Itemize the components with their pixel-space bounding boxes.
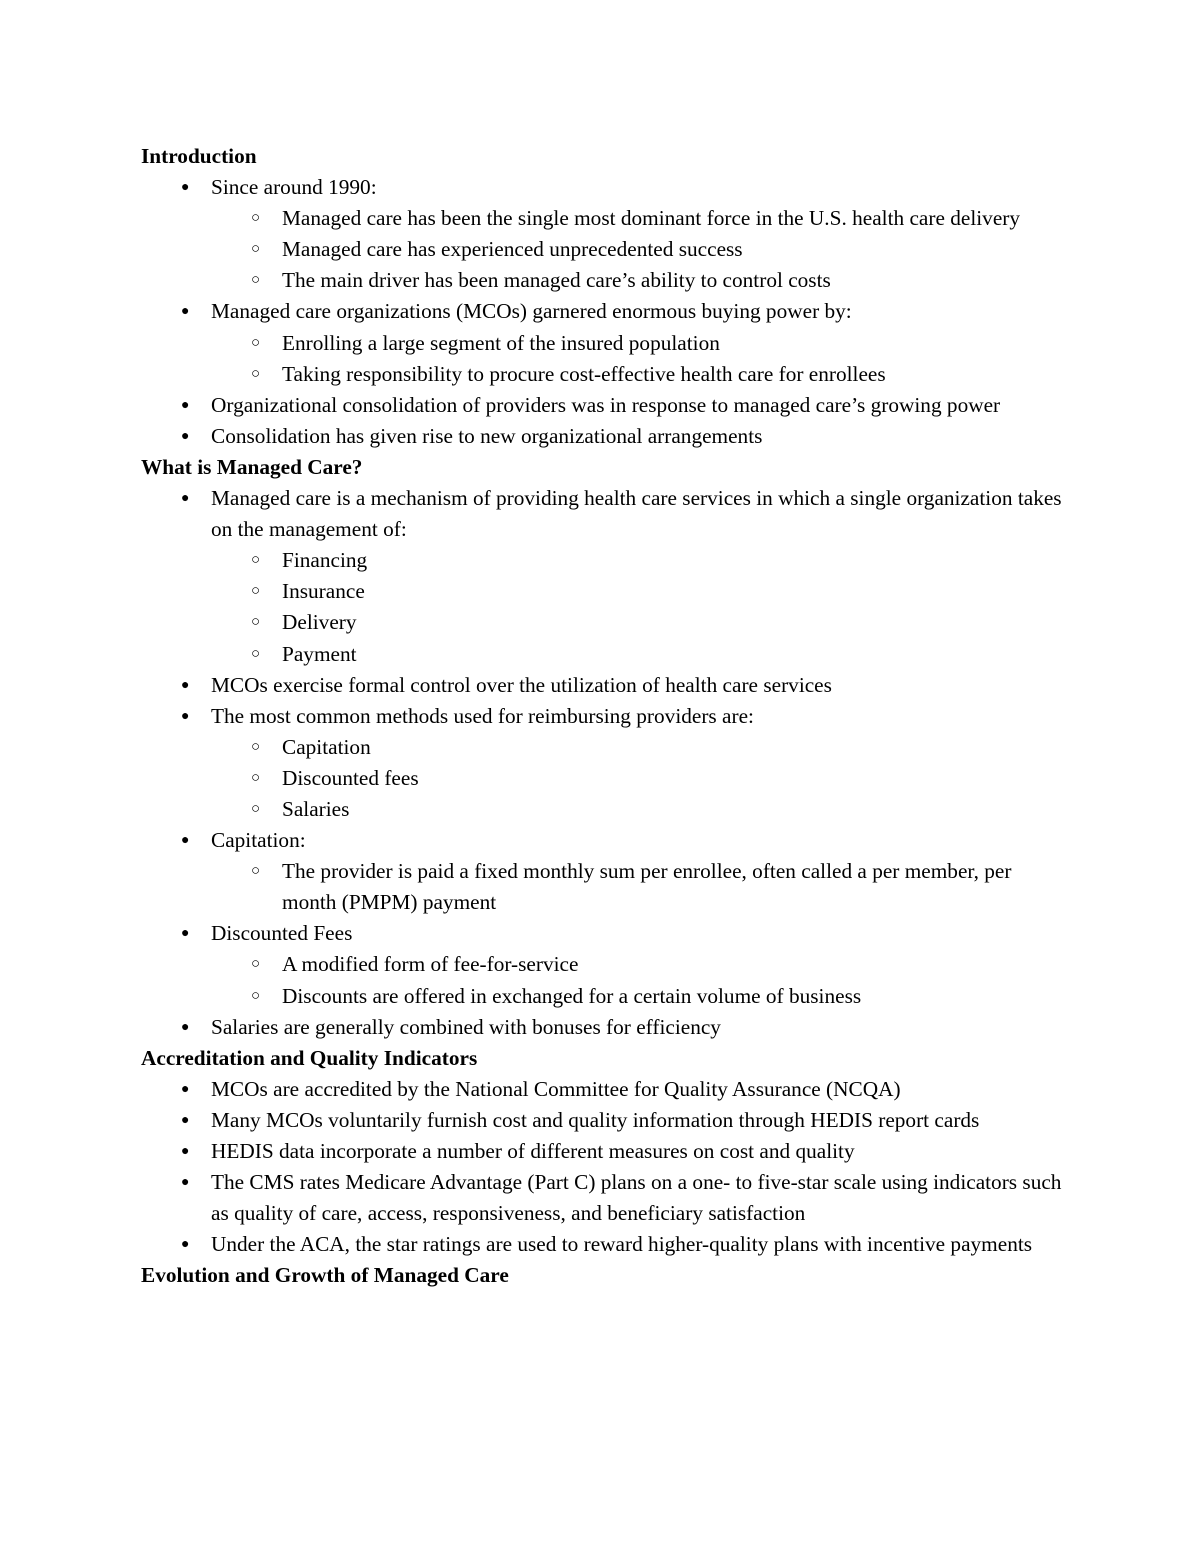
sub-bullet-list [211,856,1071,918]
list-item [141,296,1071,389]
sub-list-item-text: Discounted fees [282,765,419,790]
list-item-text: Organizational consolidation of providers was in response to managed care’s growing power [211,392,1001,417]
list-item [141,918,1071,1011]
sub-list-item [211,234,1071,265]
list-item [141,172,1071,296]
filled-bullet-icon: ● [181,304,190,320]
sub-list-item-text: Salaries [282,796,350,821]
sub-list-item-text: Enrolling a large segment of the insured population [282,330,720,355]
hollow-bullet-icon: ○ [251,552,261,569]
filled-bullet-icon: ● [181,833,190,849]
list-item [141,1167,1071,1229]
list-item-text: Capitation: [211,828,306,853]
filled-bullet-icon: ● [181,428,190,444]
list-item-text: Managed care is a mechanism of providing health care services in which a single organization takes on the management of: [211,486,1062,542]
filled-bullet-icon: ● [181,1144,190,1159]
filled-bullet-icon: ● [181,1237,190,1253]
sub-list-item-text: Taking responsibility to procure cost-effective health care for enrollees [282,361,886,386]
hollow-bullet-icon: ○ [251,800,261,817]
sub-list-item-text: Discounts are offered in exchanged for a certain volume of business [282,983,862,1008]
hollow-bullet-icon: ○ [251,272,261,289]
sub-list-item-text: Payment [282,641,357,666]
sub-list-item [211,265,1071,296]
list-item-text: Salaries are generally combined with bonuses for efficiency [211,1014,721,1039]
sub-list-item [211,203,1071,234]
sub-list-item [211,794,1071,825]
list-item [141,825,1071,918]
sub-list-item [211,856,1071,918]
list-item-text: Managed care organizations (MCOs) garnered enormous buying power by: [211,299,852,324]
hollow-bullet-icon: ○ [251,738,261,755]
section-heading: Introduction [141,144,257,168]
list-item [141,390,1071,421]
hollow-bullet-icon: ○ [251,956,261,973]
sub-list-item [211,576,1071,607]
sub-list-item-text: Insurance [282,579,365,604]
bullet-list [141,483,1071,1043]
hollow-bullet-icon: ○ [251,987,261,1004]
sub-list-item [211,732,1071,763]
section-heading: Accreditation and Quality Indicators [141,1045,478,1070]
section-heading: What is Managed Care? [141,454,363,479]
list-item [141,1105,1071,1136]
list-item-text: Under the ACA, the star ratings are used to reward higher-quality plans with incentive payments [211,1232,1033,1257]
filled-bullet-icon: ● [181,708,190,724]
hollow-bullet-icon: ○ [251,583,261,600]
list-item [141,670,1071,701]
sub-list-item [211,981,1071,1012]
sub-list-item [211,359,1071,390]
sub-bullet-list [211,328,1071,390]
filled-bullet-icon: ● [181,397,190,413]
bullet-list [141,1074,1071,1261]
sub-list-item [211,949,1071,980]
list-item-text: The CMS rates Medicare Advantage (Part C) plans on a one- to five-star scale using indicators such as quality of care, access, responsiveness, and beneficiary satisfaction [211,1170,1062,1226]
sub-list-item-text: The main driver has been managed care’s ability to control costs [282,268,831,293]
hollow-bullet-icon: ○ [251,365,261,382]
list-item-text: Since around 1990: [211,175,377,200]
list-item-text: Many MCOs voluntarily furnish cost and quality information through HEDIS report cards [211,1107,980,1132]
filled-bullet-icon: ● [181,1019,190,1035]
sub-list-item-text: Financing [282,548,368,573]
sub-bullet-list [211,732,1071,825]
sub-bullet-list [211,203,1071,296]
list-item-text: MCOs exercise formal control over the utilization of health care services [211,672,832,697]
filled-bullet-icon: ● [181,491,190,507]
sub-list-item-text: The provider is paid a fixed monthly sum per enrollee, often called a per member, per month (PMPM) payment [282,859,1012,915]
sub-list-item [211,639,1071,670]
document-body [141,141,1071,1291]
sub-list-item-text: Delivery [282,610,357,635]
list-item [141,1229,1071,1260]
hollow-bullet-icon: ○ [251,241,261,258]
list-item [141,1074,1071,1105]
hollow-bullet-icon: ○ [251,645,261,662]
list-item-text: The most common methods used for reimbursing providers are: [211,703,754,728]
sub-list-item-text: Managed care has been the single most dominant force in the U.S. health care delivery [282,206,1021,231]
list-item [141,1136,1071,1167]
filled-bullet-icon: ● [181,677,190,693]
list-item [141,1012,1071,1043]
list-item-text: Discounted Fees [211,921,353,946]
hollow-bullet-icon: ○ [251,334,261,351]
filled-bullet-icon: ● [181,1175,190,1191]
sub-list-item-text: A modified form of fee-for-service [282,952,579,977]
list-item [141,421,1071,452]
sub-bullet-list [211,545,1071,669]
list-item [141,701,1071,825]
list-item-text: MCOs are accredited by the National Committee for Quality Assurance (NCQA) [211,1076,901,1101]
sub-bullet-list [211,949,1071,1011]
filled-bullet-icon: ● [181,1081,190,1097]
bullet-list [141,172,1071,452]
list-item-text: Consolidation has given rise to new organizational arrangements [211,423,763,448]
list-item [141,483,1071,670]
list-item-text: HEDIS data incorporate a number of different measures on cost and quality [211,1139,855,1163]
sub-list-item [211,763,1071,794]
filled-bullet-icon: ● [181,1112,190,1128]
sub-list-item-text: Capitation [282,734,371,759]
sub-list-item [211,328,1071,359]
sub-list-item [211,545,1071,576]
filled-bullet-icon: ● [181,926,190,942]
hollow-bullet-icon: ○ [251,614,261,631]
sub-list-item-text: Managed care has experienced unprecedented success [282,237,743,262]
hollow-bullet-icon: ○ [251,863,261,880]
sub-list-item [211,607,1071,638]
filled-bullet-icon: ● [181,180,190,196]
hollow-bullet-icon: ○ [251,210,261,227]
section-heading: Evolution and Growth of Managed Care [141,1263,509,1288]
hollow-bullet-icon: ○ [251,769,261,786]
